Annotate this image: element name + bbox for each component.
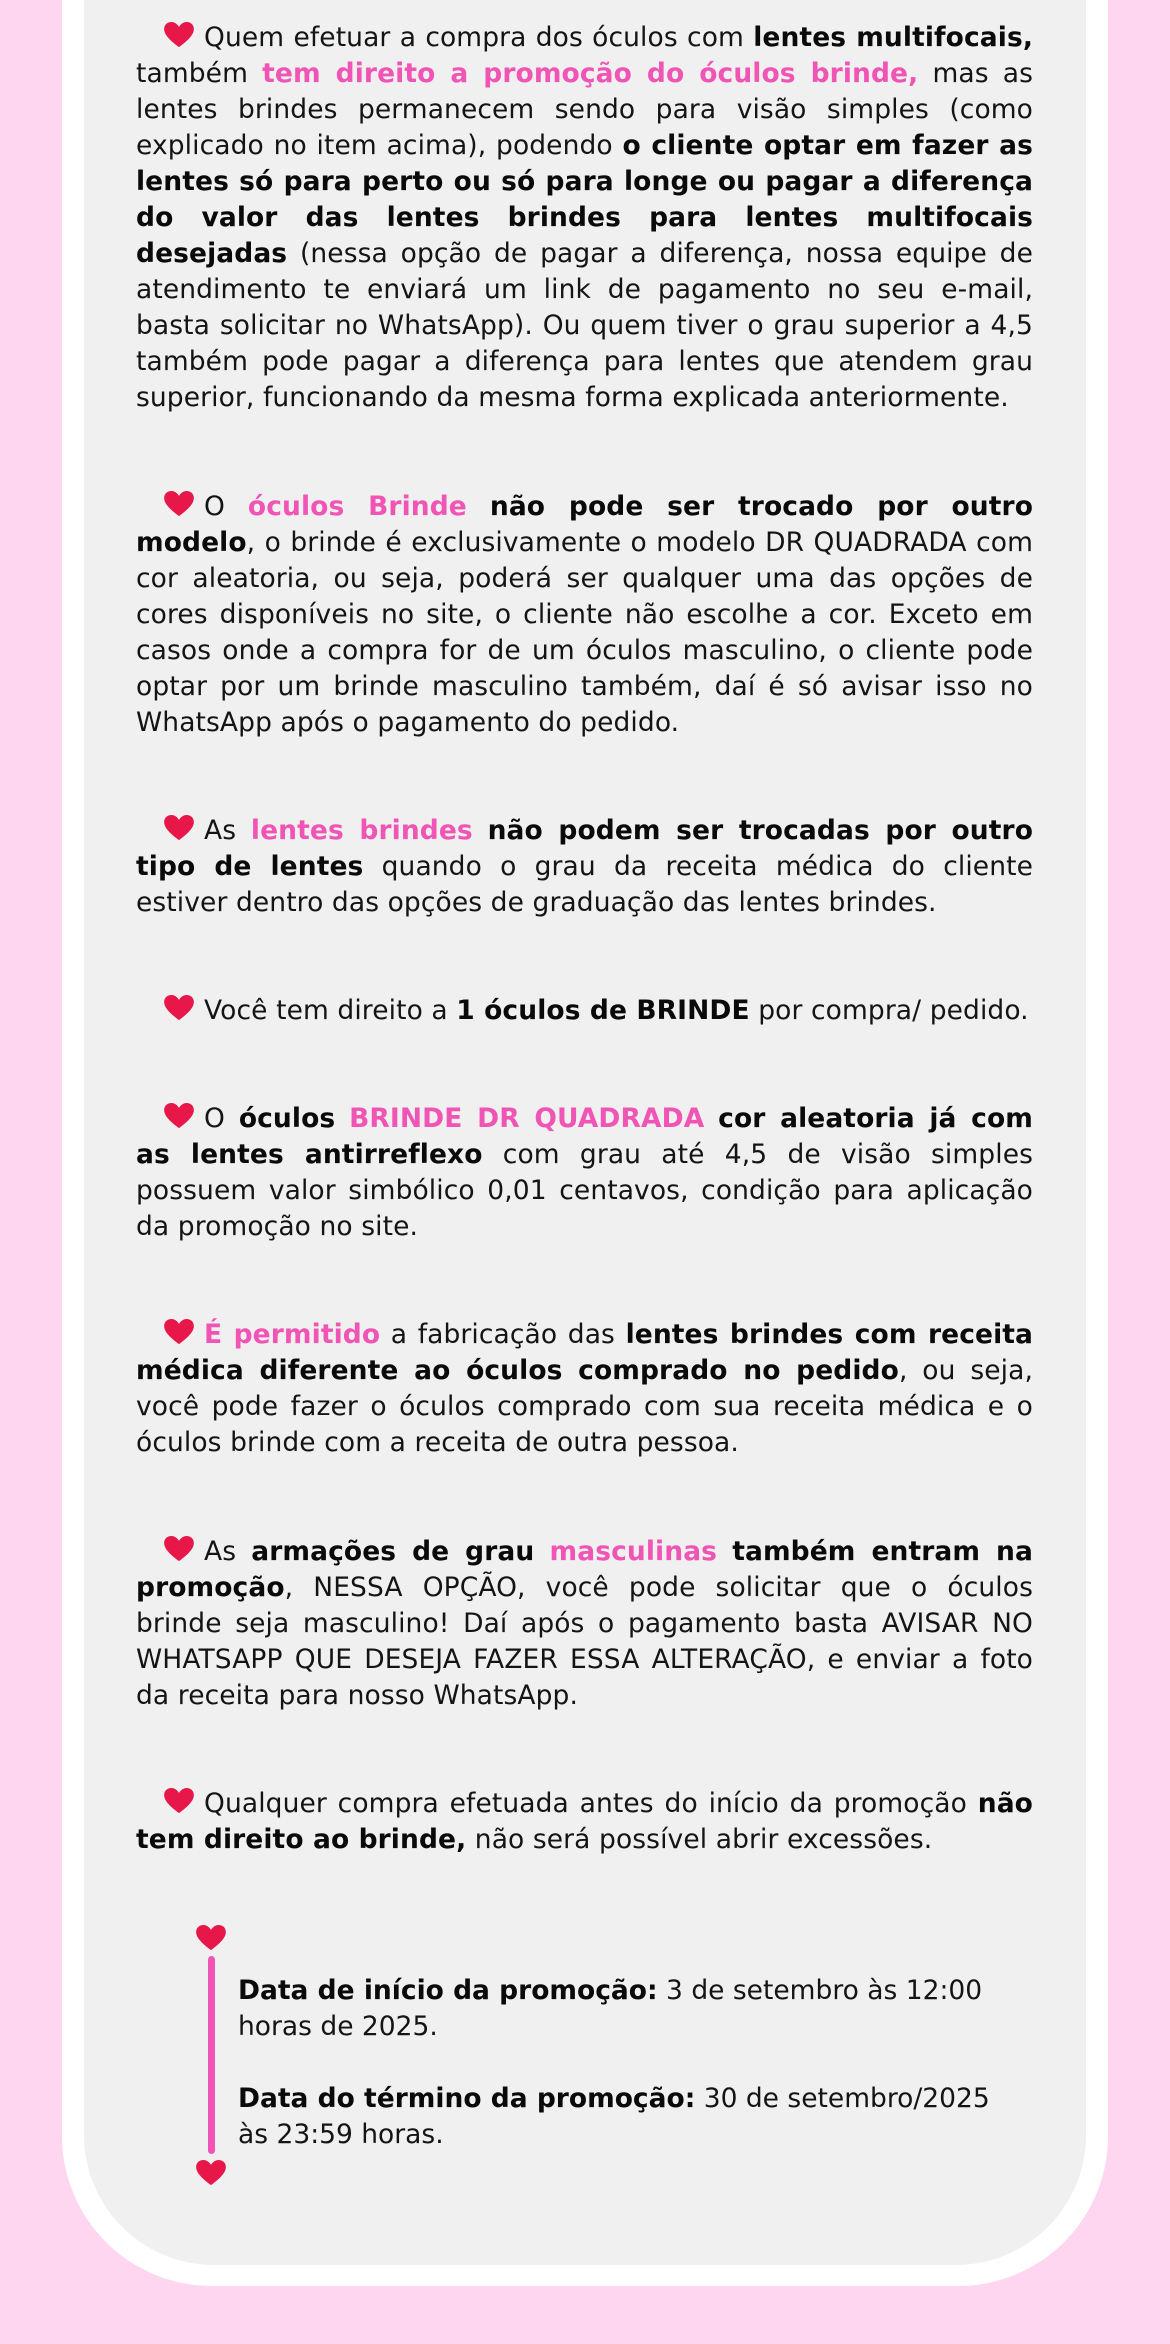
highlight-text: BRINDE DR QUADRADA (349, 1103, 705, 1134)
highlight-text: tem direito a promoção do óculos brinde, (262, 58, 919, 89)
heart-icon (196, 1925, 226, 1951)
text-segment: Quem efetuar a compra dos óculos com (204, 22, 754, 53)
rule-prior-purchases (136, 1786, 1033, 1858)
text-segment: por compra/ pedido. (749, 995, 1029, 1026)
bold-text: não tem direito ao brinde, (136, 1788, 1033, 1855)
text-segment: a fabricação das (380, 1319, 626, 1350)
rule-different-prescription (136, 1317, 1033, 1461)
text-segment: (nessa opção de pagar a diferença, nossa equipe de atendimento te enviará um link de pagamento no seu e-mail, basta solicitar no WhatsApp). Ou quem tiver o grau superior a 4,5 também pode pagar a diferença para lentes que atendem grau superior, funcionando da mesma forma explicada anteriormente. (136, 238, 1033, 413)
text-segment (473, 815, 488, 846)
highlight-text: É permitido (204, 1319, 381, 1350)
bold-text: não podem ser trocadas por outro tipo de lentes (136, 815, 1033, 882)
bold-text: o cliente optar em fazer as lentes só para perto ou só para longe ou pagar a diferença do valor das lentes brindes para lentes multifocais desejadas (136, 130, 1033, 269)
heart-icon (164, 815, 194, 841)
text-segment: com grau até 4,5 de visão simples possuem valor simbólico 0,01 centavos, condição para aplicação da promoção no site. (136, 1139, 1034, 1242)
rule-one-gift-per-order (136, 993, 1033, 1029)
text-segment: O (204, 491, 248, 522)
text-segment: , ou seja, você pode fazer o óculos comprado com sua receita médica e o óculos brinde com a receita de outra pessoa. (136, 1355, 1034, 1458)
end-date-label: Data do término da promoção: (238, 2083, 696, 2114)
heart-icon (164, 1788, 194, 1814)
bold-text: armações de grau (251, 1536, 535, 1567)
bold-text: lentes multifocais, (753, 22, 1033, 53)
highlight-text: masculinas (549, 1536, 718, 1567)
text-segment: O (204, 1103, 239, 1134)
bold-text: não pode ser trocado por outro modelo (136, 491, 1034, 558)
bold-text: também entram na promoção (136, 1536, 1033, 1603)
text-segment: Você tem direito a (204, 995, 457, 1026)
text-segment: mas as lentes brindes permanecem sendo para visão simples (como explicado no item acima), podendo (136, 58, 1033, 161)
rule-gift-model (136, 489, 1033, 741)
bold-text: cor aleatoria já com as lentes antirreflexo (136, 1103, 1033, 1170)
text-segment (717, 1536, 732, 1567)
text-segment: também (136, 58, 263, 89)
heart-icon (164, 1536, 194, 1562)
text-segment: As (204, 815, 251, 846)
text-segment (704, 1103, 718, 1134)
start-date-label: Data de início da promoção: (238, 1975, 658, 2006)
text-segment: , o brinde é exclusivamente o modelo DR QUADRADA com cor aleatoria, ou seja, poderá ser qualquer uma das opções de cores disponíveis no site, o cliente não escolhe a cor. Exceto em casos onde a compra for de um óculos masculino, o cliente pode optar por um brinde masculino também, daí é só avisar isso no WhatsApp após o pagamento do pedido. (136, 527, 1033, 738)
text-segment: Qualquer compra efetuada antes do início da promoção (204, 1788, 978, 1819)
text-segment: quando o grau da receita médica do cliente estiver dentro das opções de graduação das lentes brindes. (136, 851, 1033, 918)
text-segment: As (204, 1536, 252, 1567)
heart-icon (164, 1319, 194, 1345)
rule-multifocal-lenses (136, 20, 1033, 416)
bold-text: lentes brindes com receita médica diferente ao óculos comprado no pedido (136, 1319, 1034, 1386)
rule-male-frames (136, 1534, 1033, 1714)
text-segment (467, 491, 490, 522)
text-segment: não será possível abrir excessões. (466, 1824, 933, 1855)
heart-icon (164, 491, 194, 517)
highlight-text: lentes brindes (250, 815, 473, 846)
rule-gift-lenses (136, 813, 1033, 921)
highlight-text: óculos Brinde (247, 491, 467, 522)
timeline-line (208, 1956, 215, 2154)
heart-icon (164, 995, 194, 1021)
promotion-start-date (238, 1973, 998, 2045)
text-segment (335, 1103, 349, 1134)
heart-icon (164, 1103, 194, 1129)
rule-symbolic-value (136, 1101, 1033, 1245)
start-date-value: 3 de setembro às 12:00 horas de 2025. (238, 1975, 983, 2042)
text-segment: , NESSA OPÇÃO, você pode solicitar que o óculos brinde seja masculino! Daí após o pagamento basta AVISAR NO WHATSAPP QUE DESEJA FAZER ESSA ALTERAÇÃO, e enviar a foto da receita para nosso WhatsApp. (136, 1572, 1033, 1711)
promotion-end-date (238, 2081, 998, 2153)
end-date-value: 30 de setembro/2025 às 23:59 horas. (238, 2083, 990, 2150)
heart-icon (164, 22, 194, 48)
text-segment (534, 1536, 549, 1567)
bold-text: óculos (238, 1103, 336, 1134)
bold-text: 1 óculos de BRINDE (456, 995, 750, 1026)
heart-icon (196, 2160, 226, 2186)
